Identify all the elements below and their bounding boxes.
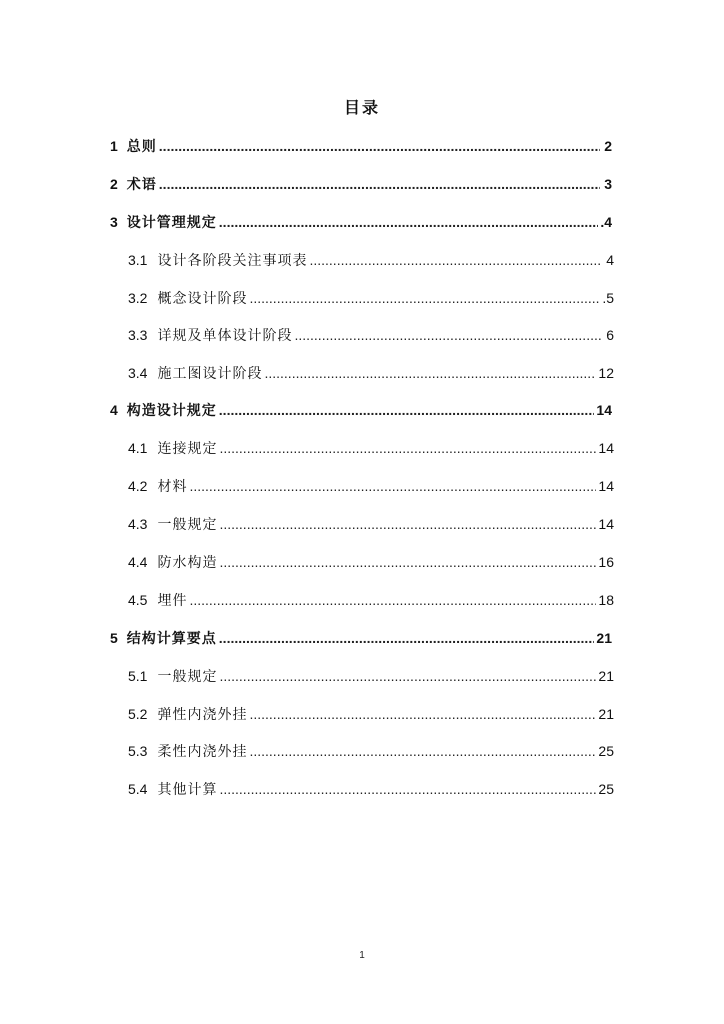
toc-entry-text: 一般规定	[157, 516, 218, 532]
toc-entry-page: 21	[596, 630, 612, 646]
toc-entry-text: 总则	[126, 138, 157, 154]
toc-leader-dots	[189, 474, 596, 498]
toc-entry-text: 连接规定	[157, 440, 218, 456]
toc-entry-number: 4	[110, 402, 118, 418]
toc-entry-4-2[interactable]	[128, 474, 614, 498]
toc-entry-page: .5	[602, 290, 614, 306]
toc-leader-dots	[219, 512, 596, 536]
toc-entry-2[interactable]	[110, 172, 612, 196]
toc-entry-4-3[interactable]	[128, 512, 614, 536]
toc-entry-page: 3	[604, 176, 612, 192]
toc-entry-text: 术语	[126, 176, 157, 192]
toc-leader-dots	[219, 664, 596, 688]
toc-entry-text: 一般规定	[157, 668, 218, 684]
toc-entry-number: 4.4	[128, 554, 148, 570]
toc-entry-number: 4.1	[128, 440, 148, 456]
page-number: 1	[359, 950, 365, 961]
toc-entry-page: 14	[596, 402, 612, 418]
toc-entry-number: 4.2	[128, 478, 148, 494]
toc-entry-page: 12	[598, 365, 614, 381]
toc-leader-dots	[264, 361, 596, 385]
toc-entry-3-2[interactable]	[128, 286, 614, 310]
toc-entry-text: 弹性内浇外挂	[157, 706, 248, 722]
toc-leader-dots	[219, 436, 596, 460]
toc-entry-number: 5.4	[128, 781, 148, 797]
toc-entry-text: 设计各阶段关注事项表	[157, 252, 308, 268]
toc-entry-page: 21	[598, 706, 614, 722]
toc-entry-5-3[interactable]	[128, 739, 614, 763]
toc-entry-4[interactable]	[110, 398, 612, 422]
toc-entry-page: 2	[604, 138, 612, 154]
toc-entry-text: 其他计算	[157, 781, 218, 797]
toc-leader-dots	[249, 739, 596, 763]
toc-leader-dots	[219, 626, 595, 650]
toc-entry-text: 施工图设计阶段	[157, 365, 263, 381]
toc-entry-5-1[interactable]	[128, 664, 614, 688]
toc-entry-number: 5.2	[128, 706, 148, 722]
toc-entry-number: 3.3	[128, 327, 148, 343]
toc-entry-number: 5.1	[128, 668, 148, 684]
toc-entry-text: 防水构造	[157, 554, 218, 570]
toc-entry-number: 3.4	[128, 365, 148, 381]
toc-entry-page: 25	[598, 743, 614, 759]
toc-entry-3[interactable]	[110, 210, 612, 234]
toc-entry-3-1[interactable]	[128, 248, 614, 272]
toc-title: 目录	[343, 100, 380, 117]
toc-entry-text: 柔性内浇外挂	[157, 743, 248, 759]
toc-leader-dots	[309, 248, 602, 272]
toc-leader-dots	[219, 777, 596, 801]
toc-entry-number: 5	[110, 630, 118, 646]
toc-entry-number: 2	[110, 176, 118, 192]
toc-entry-page: 21	[598, 668, 614, 684]
toc-entry-3-4[interactable]	[128, 361, 614, 385]
toc-entry-text: 结构计算要点	[126, 630, 217, 646]
toc-entry-page: 18	[598, 592, 614, 608]
toc-leader-dots	[159, 134, 600, 158]
toc-entry-text: 埋件	[157, 592, 188, 608]
toc-leader-dots	[249, 286, 600, 310]
toc-entry-number: 1	[110, 138, 118, 154]
toc-leader-dots	[159, 172, 600, 196]
toc-entry-page: 6	[606, 327, 614, 343]
toc-leader-dots	[219, 398, 595, 422]
toc-leader-dots	[294, 323, 602, 347]
toc-entry-page: 16	[598, 554, 614, 570]
toc-entry-page: .4	[600, 214, 612, 230]
toc-entry-number: 3	[110, 214, 118, 230]
toc-entry-number: 3.2	[128, 290, 148, 306]
toc-entry-page: 4	[606, 252, 614, 268]
toc-entry-4-1[interactable]	[128, 436, 614, 460]
toc-entry-5-4[interactable]	[128, 777, 614, 801]
toc-entry-page: 14	[598, 516, 614, 532]
toc-entry-4-4[interactable]	[128, 550, 614, 574]
toc-entry-text: 详规及单体设计阶段	[157, 327, 293, 343]
toc-leader-dots	[249, 702, 596, 726]
toc-entry-number: 4.3	[128, 516, 148, 532]
toc-entry-number: 3.1	[128, 252, 148, 268]
toc-entry-text: 概念设计阶段	[157, 290, 248, 306]
toc-entry-number: 5.3	[128, 743, 148, 759]
toc-entry-1[interactable]	[110, 134, 612, 158]
toc-entry-number: 4.5	[128, 592, 148, 608]
toc-entry-4-5[interactable]	[128, 588, 614, 612]
toc-entry-5[interactable]	[110, 626, 612, 650]
toc-entry-5-2[interactable]	[128, 702, 614, 726]
toc-entry-text: 构造设计规定	[126, 402, 217, 418]
toc-entry-3-3[interactable]	[128, 323, 614, 347]
toc-entry-page: 14	[598, 478, 614, 494]
toc-leader-dots	[219, 550, 596, 574]
toc-entry-page: 25	[598, 781, 614, 797]
toc-leader-dots	[189, 588, 596, 612]
toc-leader-dots	[219, 210, 599, 234]
toc-entry-text: 设计管理规定	[126, 214, 217, 230]
toc-entry-page: 14	[598, 440, 614, 456]
toc-entry-text: 材料	[157, 478, 188, 494]
